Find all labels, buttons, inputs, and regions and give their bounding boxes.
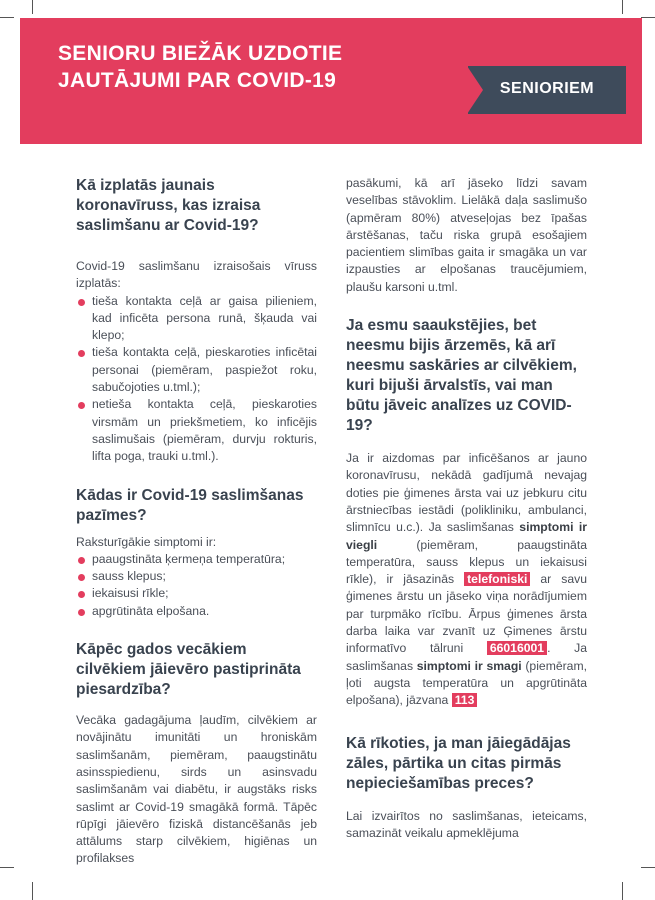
seniors-tag	[468, 66, 626, 114]
paragraph: Raksturīgākie simptomi ir:	[76, 534, 217, 549]
title-line-1: SENIORU BIEŽĀK UZDOTIE	[58, 42, 343, 65]
list-item: apgrūtināta elpošana.	[76, 603, 317, 620]
text-run: ar savu ģimenes ārstu un jāseko viņa norādījumiem par turpmāko rīcību. Ārpus ģimenes ārsta darba laika var zvanīt uz Ģimenes ārstu informatīvo tālruni	[346, 572, 588, 656]
crop-mark	[32, 0, 33, 14]
title-line-2: JAUTĀJUMI PAR COVID-19	[58, 69, 337, 92]
crop-mark	[641, 17, 655, 18]
text-run: (piemēram, paaugstināta temperatūra, sauss klepus un iekaisusi rīkle), ir jāsazinās	[346, 537, 587, 587]
crop-mark	[641, 867, 655, 868]
paragraph	[346, 450, 587, 709]
bold-text: simptomi ir smagi	[416, 658, 522, 673]
paragraph: pasākumi, kā arī jāseko līdzi savam veselības stāvoklim. Lielākā daļa saslimušo (apmēram 80%) atveseļojas bez īpašas ārstēšanas, taču riska grupā esošajiem pacientiem slimības gaita ir smagāka un var izpausties ar elpošanas traucējumiem, plaušu karsoni u.tml.	[346, 176, 587, 294]
crop-mark	[0, 17, 14, 18]
question-heading: Ja esmu saaukstējies, bet neesmu bijis ārzemēs, kā arī neesmu saskāries ar cilvēkiem, kuri bijuši ārvalstīs, vai man būtu jāveic analīzes uz COVID-19?	[346, 317, 577, 435]
list-item: netieša kontakta ceļā, pieskaroties virsmām un priekšmetiem, ko inficējis saslimušais (piemēram, durvju rokturis, lifta poga, trauki u.tml.).	[76, 396, 317, 465]
question-heading: Kā izplatās jaunais koronavīruss, kas izraisa saslimšanu ar Covid-19?	[76, 177, 261, 234]
question-heading: Kā rīkoties, ja man jāiegādājas zāles, pārtika un citas pirmās nepieciešamības preces?	[346, 734, 571, 792]
bold-text: simptomi ir viegli	[346, 520, 587, 552]
crop-mark	[622, 0, 623, 14]
highlight-emergency-number: 113	[452, 693, 478, 707]
page-title	[58, 40, 428, 94]
highlight-phone-number: 66016001	[487, 641, 547, 655]
text-run: (piemēram, ļoti augsta temperatūra un apgrūtināta elpošana), jāzvana	[346, 658, 587, 708]
right-column	[346, 175, 587, 842]
text-run: . Ja saslimšanas	[346, 641, 587, 673]
crop-mark	[622, 882, 623, 900]
left-column	[76, 176, 317, 868]
question-heading: Kādas ir Covid-19 saslimšanas pazīmes?	[76, 486, 304, 524]
crop-mark	[32, 882, 33, 900]
list-item: sauss klepus;	[76, 568, 317, 585]
paragraph: Vecāka gadagājuma ļaudīm, cilvēkiem ar novājinātu imunitāti un hroniskām saslimšanām, piemēram, paaugstinātu asinsspiedienu, sirds un asinsvadu saslimšanām vai diabētu, ir augstāks risks saslimt ar Covid-19 smagākā formā. Tāpēc rūpīgi jāievēro fiziskā distancēšanās jeb attālums starp cilvēkiem, higiēnas un profilakses	[76, 713, 317, 866]
crop-mark	[0, 867, 14, 868]
list-item: tieša kontakta ceļā ar gaisa pilieniem, kad inficēta persona runā, šķauda vai klepo;	[76, 293, 317, 345]
list-item: iekaisusi rīkle;	[76, 585, 317, 602]
list-item: paaugstināta ķermeņa temperatūra;	[76, 551, 317, 568]
question-heading: Kāpēc gados vecākiem cilvēkiem jāievēro pastiprināta piesardzība?	[76, 641, 301, 699]
list-item: tieša kontakta ceļā, pieskaroties inficētai personai (piemēram, paspiežot roku, sabučojoties u.tml.);	[76, 344, 317, 396]
paragraph: Lai izvairītos no saslimšanas, ieteicams, samazināt veikalu apmeklējuma	[346, 808, 587, 840]
paragraph: Covid-19 saslimšanu izraisošais vīruss izplatās:	[76, 259, 317, 291]
tag-label: SENIORIEM	[499, 80, 595, 97]
text-run: Ja ir aizdomas par inficēšanos ar jauno koronavīrusu, nekādā gadījumā nevajag doties pie ģimenes ārsta vai uz jebkuru citu ārstniecības iestādi (polikliniku, ambulanci, slimnīcu u.c.). Ja saslimšanas	[346, 451, 587, 535]
highlight-phone-instruction: telefoniski	[464, 572, 530, 586]
